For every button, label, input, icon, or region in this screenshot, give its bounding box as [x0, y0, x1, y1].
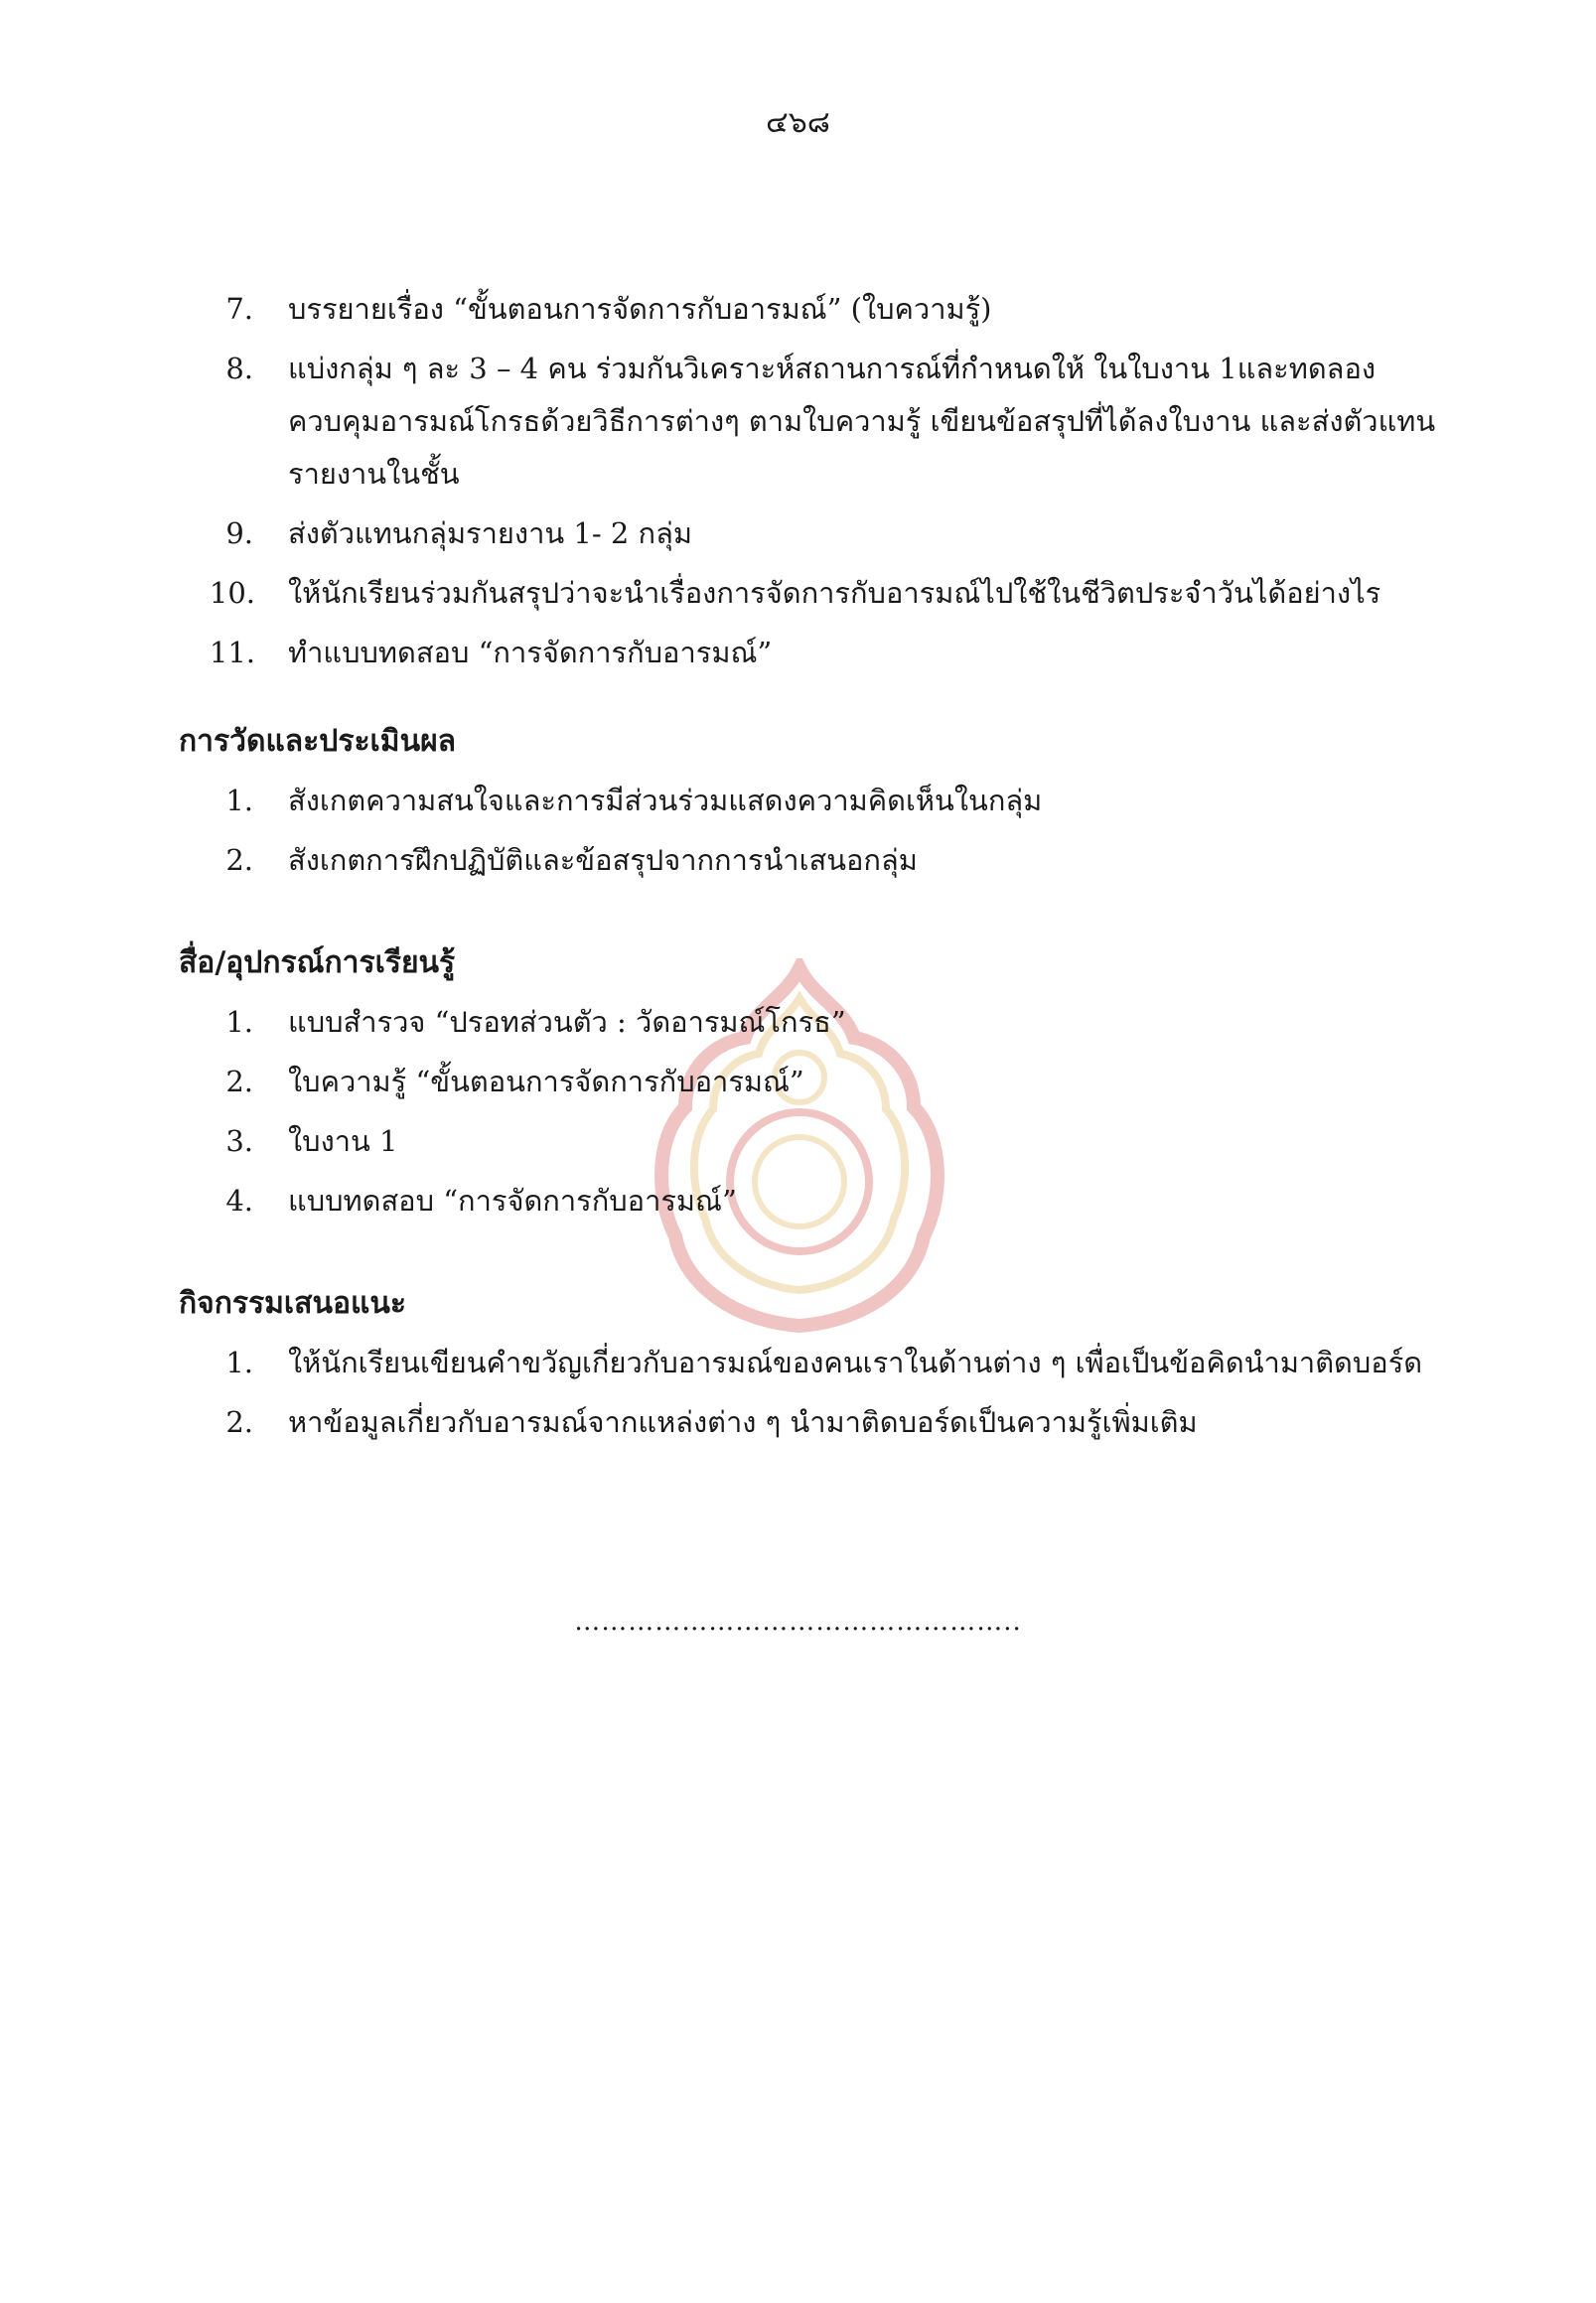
suggested-activities-list — [189, 1337, 1440, 1449]
list-item: 4. แบบทดสอบ “การจัดการกับอารมณ์” — [225, 1184, 737, 1218]
evaluation-heading: การวัดและประเมินผล — [179, 724, 457, 759]
suggested-activities-heading: กิจกรรมเสนอแนะ — [179, 1286, 406, 1321]
end-marker: ………………………………………….. — [574, 1607, 1022, 1637]
document-body — [179, 283, 1440, 1456]
materials-heading: สื่อ/อุปกรณ์การเรียนรู้ — [179, 945, 456, 980]
list-item: 2. หาข้อมูลเกี่ยวกับอารมณ์จากแหล่งต่าง ๆ นำมาติดบอร์ดเป็นความรู้เพิ่มเติม — [225, 1405, 1198, 1439]
list-item: 9. ส่งตัวแทนกลุ่มรายงาน 1- 2 กลุ่ม — [225, 516, 692, 550]
list-item: 8. แบ่งกลุ่ม ๆ ละ 3 – 4 คน ร่วมกันวิเคราะห์สถานการณ์ที่กำหนดให้ ในใบงาน 1และทดลองควบคุมอารมณ์โกรธด้วยวิธีการต่างๆ ตามใบความรู้ เขียนข้อสรุปที่ได้ลงใบงาน และส่งตัวแทนรายงานในชั้น — [225, 352, 1436, 491]
list-item: 7. บรรยายเรื่อง “ขั้นตอนการจัดการกับอารมณ์” (ใบความรู้) — [225, 292, 992, 326]
list-item: 2. ใบความรู้ “ขั้นตอนการจัดการกับอารมณ์” — [225, 1065, 804, 1098]
list-item: 1. ให้นักเรียนเขียนคำขวัญเกี่ยวกับอารมณ์ของคนเราในด้านต่าง ๆ เพื่อเป็นข้อคิดนำมาติดบอร์ด — [225, 1346, 1423, 1379]
list-item: 3. ใบงาน 1 — [225, 1124, 398, 1158]
procedure-list — [189, 283, 1440, 679]
list-item: 1. สังเกตความสนใจและการมีส่วนร่วมแสดงความคิดเห็นในกลุ่ม — [225, 784, 1043, 817]
page-number: ๔๖๘ — [766, 105, 830, 140]
list-item: 11. ทำแบบทดสอบ “การจัดการกับอารมณ์” — [209, 636, 773, 669]
list-item: 1. แบบสำรวจ “ปรอทส่วนตัว : วัดอารมณ์โกรธ” — [225, 1005, 846, 1039]
list-item: 2. สังเกตการฝึกปฏิบัติและข้อสรุปจากการนำเสนอกลุ่ม — [225, 843, 918, 877]
materials-list — [189, 996, 1440, 1227]
evaluation-list — [189, 775, 1440, 887]
list-item: 10. ให้นักเรียนร่วมกันสรุปว่าจะนำเรื่องการจัดการกับอารมณ์ไปใช้ในชีวิตประจำวันได้อย่างไร — [209, 576, 1381, 610]
